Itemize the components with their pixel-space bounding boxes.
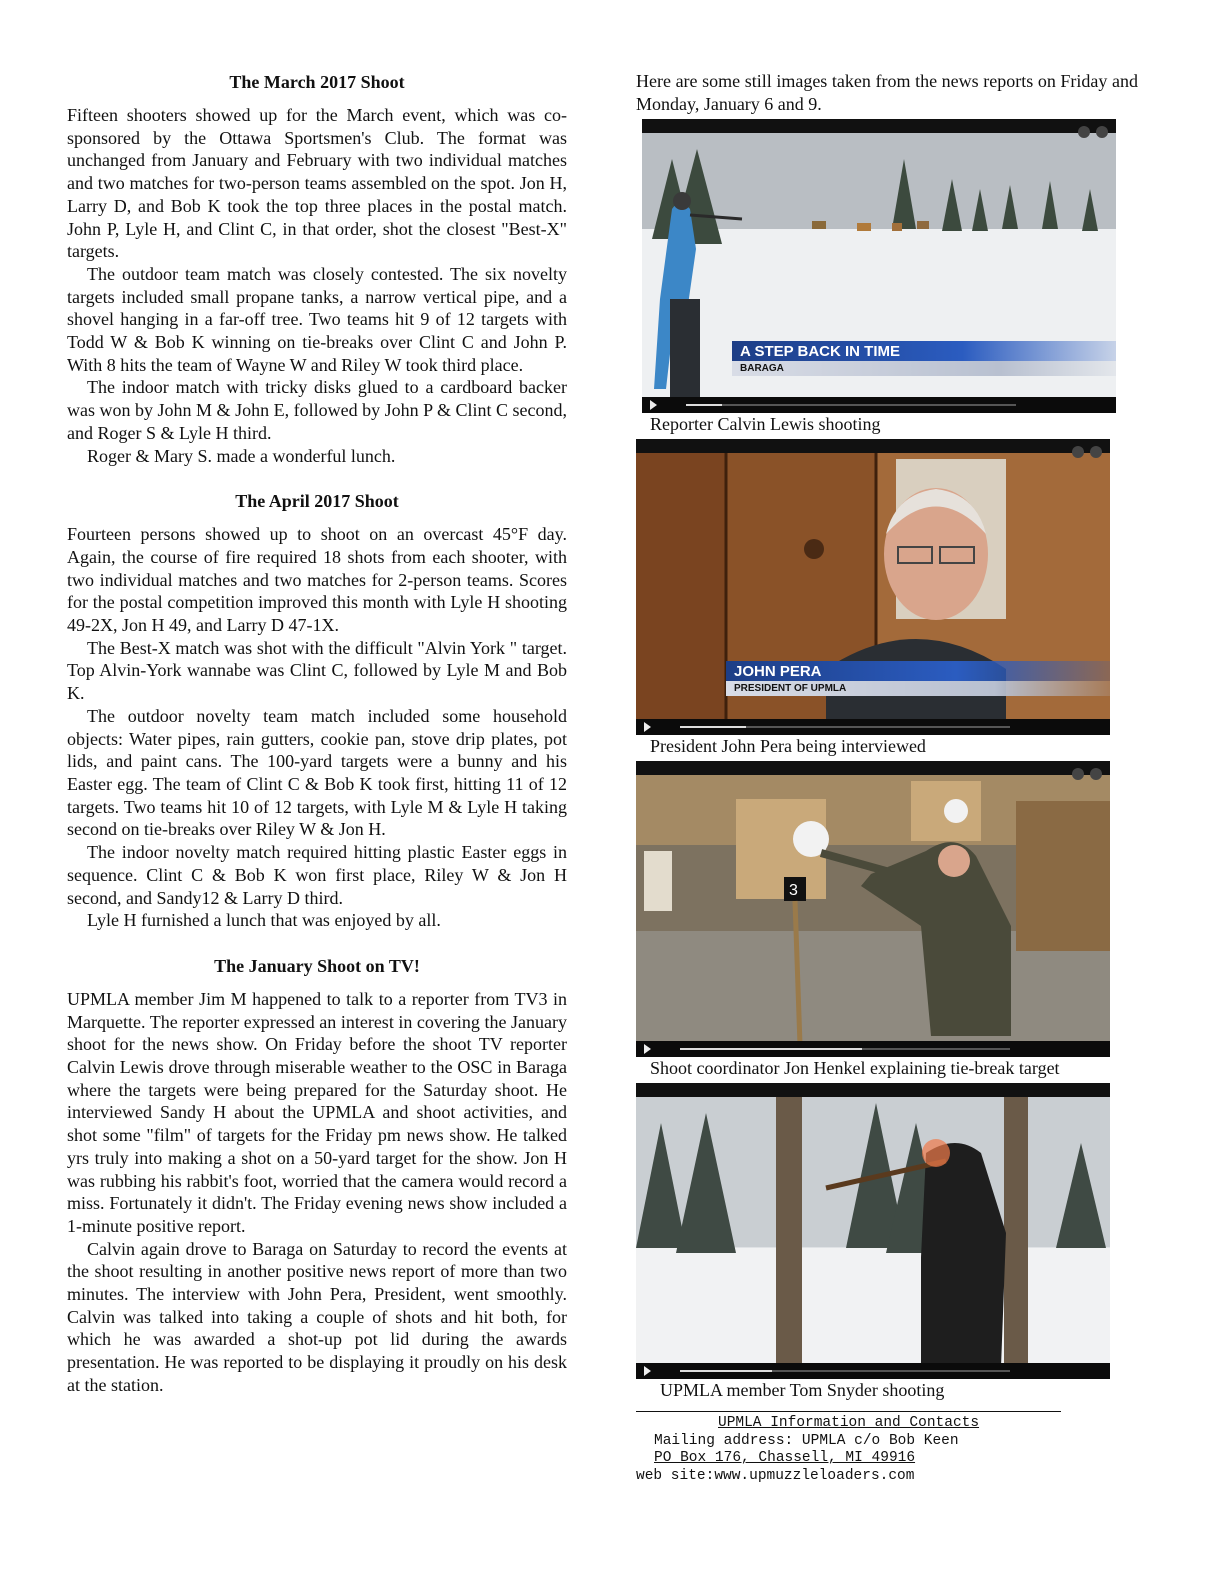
video-still-jon-henkel	[636, 761, 1110, 1057]
po-box: PO Box 176, Chassell, MI 49916	[654, 1450, 916, 1467]
video-controls-3[interactable]	[636, 1041, 1110, 1057]
april-heading: The April 2017 Shoot	[235, 491, 399, 512]
left-column	[67, 70, 567, 1419]
video-still-tom-snyder	[636, 1083, 1110, 1379]
progress-fill	[680, 1370, 772, 1372]
winter-shooting-image	[636, 1083, 1110, 1379]
play-icon[interactable]	[644, 1366, 651, 1376]
april-paragraph-2: The Best-X match was shot with the difficult "Alvin York " target. Top Alvin-York wannabe was Clint C, followed by Lyle M and Bob K.	[67, 637, 567, 704]
video-top-icons	[1066, 445, 1102, 463]
lower-third-1-sub: BARAGA	[732, 361, 1116, 376]
lower-third-2-title: JOHN PERA	[726, 661, 1110, 681]
caption-3: Shoot coordinator Jon Henkel explaining tie-break target	[650, 1058, 1060, 1079]
lower-third-1	[732, 341, 1116, 381]
tv-paragraph-2: Calvin again drove to Baraga on Saturday to record the events at the shoot resulting in another positive news report of more than two minutes. The interview with John Pera, President, went smoothly. Calvin was talked into taking a couple of shots and hit both, for which he was awarded a shot-up pot lid during the awards presentation. He was reported to be displaying it proudly on his desk at the station.	[67, 1238, 567, 1395]
video-top-icons	[1072, 125, 1108, 143]
play-icon[interactable]	[650, 400, 657, 410]
tv-paragraph-1: UPMLA member Jim M happened to talk to a reporter from TV3 in Marquette. The reporter expressed an interest in covering the January shoot for the news show. On Friday before the shoot TV reporter Calvin Lewis drove through miserable weather to the OSC in Baraga where the targets were being prepared for the Saturday shoot. He interviewed Sandy H about the UPMLA and shoot activities, and shot some "film" of targets for the Friday pm news show. He talked yrs truly into making a shot on a 50-yard target for the show. Jon H was rubbing his rabbit's foot, worried that the camera would record a miss. Fortunately it didn't. The Friday evening news show included a 1-minute positive report.	[67, 988, 567, 1236]
march-section	[67, 70, 567, 467]
video-top-icons	[1066, 767, 1102, 785]
progress-fill	[680, 726, 746, 728]
caption-1: Reporter Calvin Lewis shooting	[650, 414, 881, 435]
lower-third-2	[726, 661, 1110, 701]
play-icon[interactable]	[644, 1044, 651, 1054]
april-paragraph-1: Fourteen persons showed up to shoot on an overcast 45°F day. Again, the course of fire required 18 shots from each shooter, with two individual matches and two matches for 2-person teams. Scores for the postal competition improved this month with Lyle H shooting 49-2X, Jon H 49, and Larry D 47-1X.	[67, 524, 567, 636]
tv-section	[67, 954, 567, 1397]
lower-third-2-sub: PRESIDENT OF UPMLA	[726, 681, 1110, 696]
tv-heading: The January Shoot on TV!	[214, 955, 420, 976]
lower-third-1-title: A STEP BACK IN TIME	[732, 341, 1116, 361]
contacts-heading: UPMLA Information and Contacts	[718, 1415, 980, 1432]
march-paragraph-4: Roger & Mary S. made a wonderful lunch.	[87, 445, 396, 466]
april-paragraph-3: The outdoor novelty team match included some household objects: Water pipes, rain gutters, cookie pan, stove drip plates, pot lids, and paint cans. The 100-yard targets were a bunny and his Easter egg. The team of Clint C & Bob K took first, hitting 11 of 12 targets. Two teams hit 10 of 12 targets, with Lyle M & Lyle H taking second on tie-breaks over Riley W & Jon H.	[67, 705, 567, 840]
april-paragraph-5: Lyle H furnished a lunch that was enjoyed by all.	[87, 910, 441, 931]
caption-2: President John Pera being interviewed	[650, 736, 926, 757]
video-still-reporter-shooting	[642, 119, 1116, 413]
mailing-address: Mailing address: UPMLA c/o Bob Keen	[654, 1432, 959, 1449]
march-paragraph-3: The indoor match with tricky disks glued to a cardboard backer was won by John M & John E, followed by John P & Clint C second, and Roger S & Lyle H third.	[67, 377, 567, 443]
march-paragraph-2: The outdoor team match was closely contested. The six novelty targets included small propane tanks, a narrow vertical pipe, and a shovel hanging in a far-off tree. Two teams hit 9 of 12 targets with Todd W & Bob K winning on tie-breaks over Clint C and John P. With 8 hits the team of Wayne W and Riley W took third place.	[67, 263, 567, 375]
march-paragraph-1: Fifteen shooters showed up for the March event, which was co-sponsored by the Ottawa Sportsmen's Club. The format was unchanged from January and February with two individual matches and two matches for two-person teams assembled on the spot. Jon H, Larry D, and Bob K took the top three places in the postal match. John P, Lyle H, and Clint C, in that order, shot the closest "Best-X" targets.	[67, 105, 567, 262]
photos-intro: Here are some still images taken from the news reports on Friday and Monday, January 6 and 9.	[636, 71, 1138, 114]
target-explain-image	[636, 761, 1110, 1057]
video-still-john-pera	[636, 439, 1110, 735]
progress-track[interactable]	[686, 404, 1016, 406]
website-link[interactable]: web site:www.upmuzzleloaders.com	[636, 1467, 915, 1484]
caption-4: UPMLA member Tom Snyder shooting	[660, 1380, 945, 1401]
video-controls-4[interactable]	[636, 1363, 1110, 1379]
progress-fill	[680, 1048, 862, 1050]
april-paragraph-4: The indoor novelty match required hitting plastic Easter eggs in sequence. Clint C & Bob K won first place, Riley W & Jon H second, and Sandy12 & Larry D third.	[67, 842, 567, 908]
video-controls-2[interactable]	[636, 719, 1110, 735]
march-heading: The March 2017 Shoot	[229, 72, 405, 92]
right-column	[636, 70, 1138, 1485]
play-icon[interactable]	[644, 722, 651, 732]
april-section	[67, 489, 567, 932]
progress-fill	[686, 404, 722, 406]
svg-text:3: 3	[789, 882, 798, 900]
contacts-block	[636, 1411, 1061, 1485]
video-controls-1[interactable]	[642, 397, 1116, 413]
